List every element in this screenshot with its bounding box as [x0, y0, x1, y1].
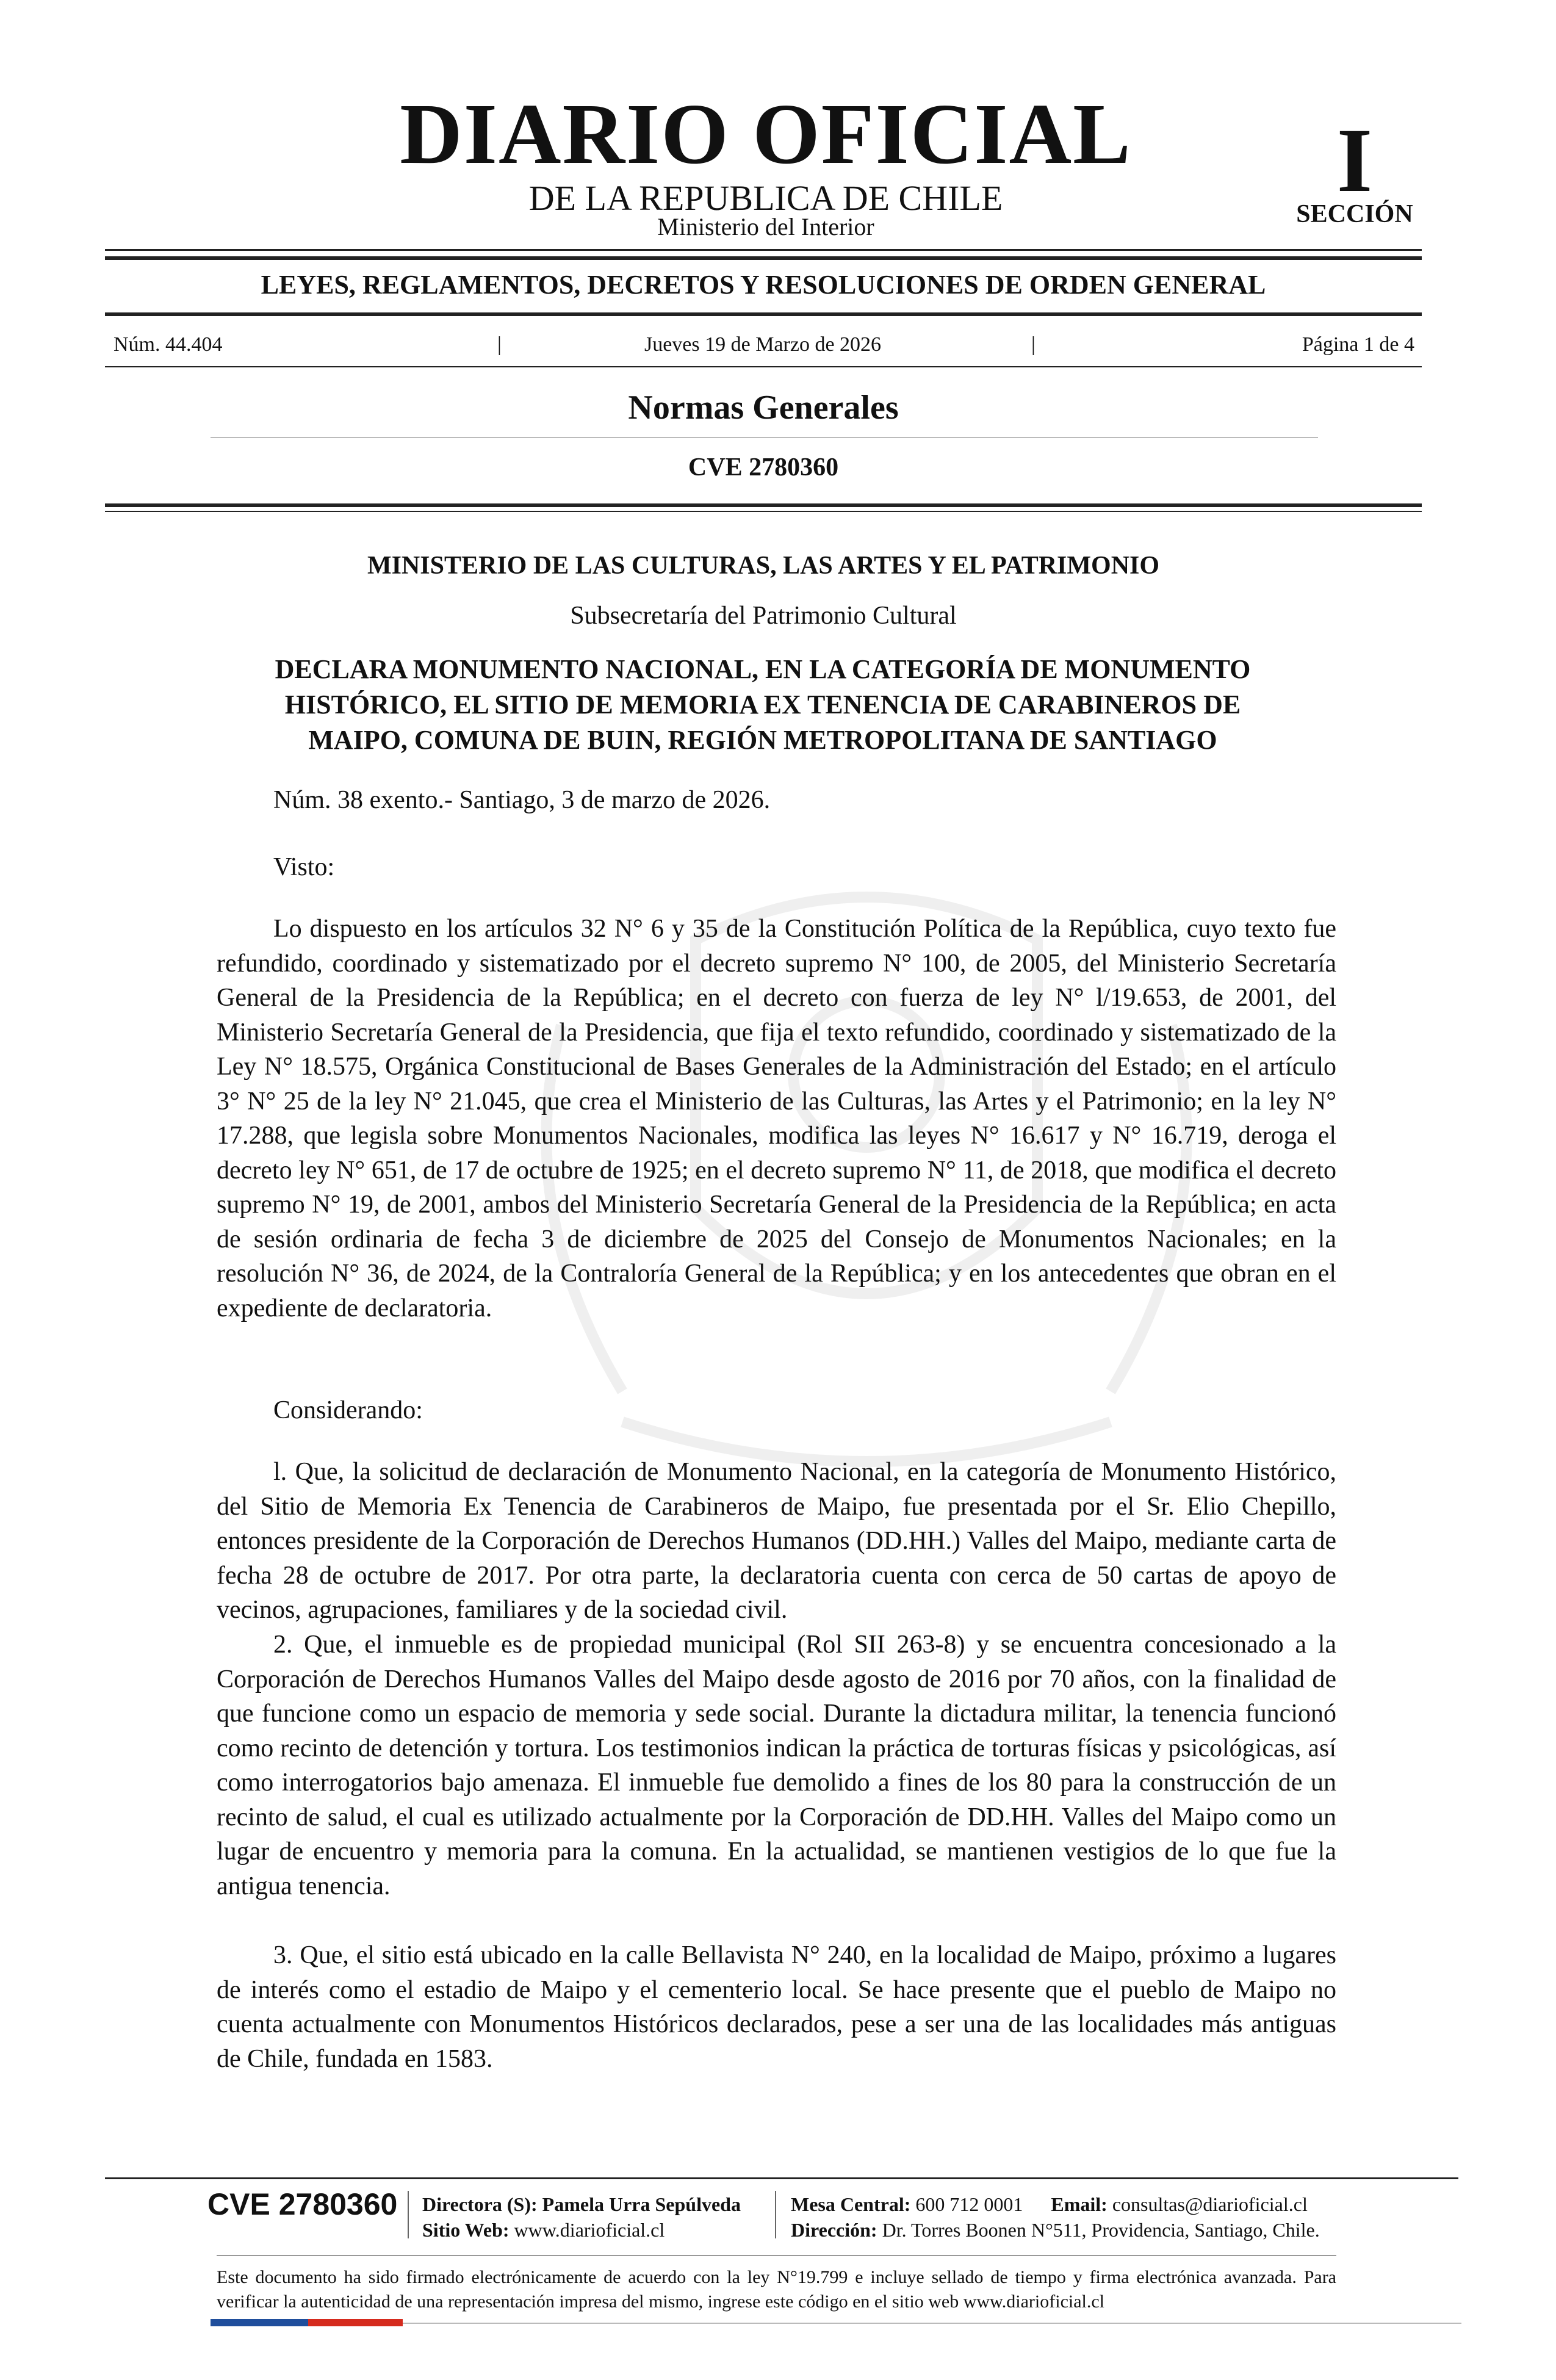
footer-sitio [422, 2220, 665, 2240]
mesa-label: Mesa Central: [791, 2193, 911, 2215]
visto-paragraph: Lo dispuesto en los artículos 32 N° 6 y 35 de la Constitución Política de la República, cuyo texto fue refundido, coordinado y sistematizado por el decreto supremo N° 100, de 2005, del Ministerio Secretaría General de la Presidencia de la República; en el decreto con fuerza de ley N° l/19.653, de 2001, del Ministerio Secretaría General de la Presidencia, que fija el texto refundido, coordinado y sistematizado de la Ley N° 18.575, Orgánica Constitucional de Bases Generales de la Administración del Estado; en el artículo 3° N° 25 de la ley N° 21.045, que crea el Ministerio de las Culturas, las Artes y el Patrimonio; en la ley N° 17.288, que legisla sobre Monumentos Nacionales, modifica las leyes N° 16.617 y N° 16.719, deroga el decreto ley N° 651, de 17 de octubre de 1925; en el decreto supremo N° 11, de 2018, que modifica el decreto supremo N° 19, de 2001, ambos del Ministerio Secretaría General de la Presidencia de la República; en acta de sesión ordinaria de fecha 3 de diciembre de 2025 del Consejo de Monumentos Nacionales; en la resolución N° 36, de 2024, de la Contraloría General de la República; y en los antecedentes que obran en el expediente de declaratoria. [217, 915, 1336, 1322]
header-rule-thick [105, 503, 1422, 507]
newspaper-title: DIARIO OFICIAL [400, 85, 1132, 182]
sitio-link[interactable]: www.diarioficial.cl [514, 2219, 665, 2241]
masthead-rule-top [105, 249, 1422, 251]
decree-line: Núm. 38 exento.- Santiago, 3 de marzo de 2026. [273, 786, 771, 814]
issue-date: Jueves 19 de Marzo de 2026 [644, 333, 882, 356]
legal-notice: Este documento ha sido firmado electrónicamente de acuerdo con la ley N°19.799 e incluye sellado de tiempo y firma electrónica avanzada. Para verificar la autenticidad de una representación impresa del mismo, ingrese este código en el sitio web www.diarioficial.cl [217, 2267, 1336, 2312]
footer-direccion [791, 2220, 1320, 2240]
section-label: SECCIÓN [1296, 200, 1413, 228]
issue-separator: | [1031, 333, 1036, 356]
direccion-label: Dirección: [791, 2219, 877, 2241]
cve-header: CVE 2780360 [688, 453, 839, 481]
declaration-title-line: HISTÓRICO, EL SITIO DE MEMORIA EX TENENCIA DE CARABINEROS DE [284, 690, 1241, 719]
flag-stripe-red [308, 2319, 403, 2326]
considerando-item: 2. Que, el inmueble es de propiedad municipal (Rol SII 263-8) y se encuentra concesionado a la Corporación de Derechos Humanos Valles del Maipo desde agosto de 2016 por 70 años, con la finalidad de que funcione como un espacio de memoria y sede social. Durante la dictadura militar, la tenencia funcionó como recinto de detención y tortura. Los testimonios indican la práctica de torturas físicas y psicológicas, así como interrogatorios bajo amenaza. El inmueble fue demolido a fines de los 80 para la construcción de un recinto de salud, el cual es utilizado actualmente por la Corporación de DD.HH. Valles del Maipo como un lugar de encuentro y memoria para la comuna. En la actualidad, se mantienen vestigios de lo que fue la antigua tenencia. [217, 1631, 1336, 1900]
newspaper-subtitle: DE LA REPUBLICA DE CHILE [528, 178, 1003, 218]
email-link[interactable]: consultas@diarioficial.cl [1112, 2193, 1308, 2215]
issue-rule [105, 366, 1422, 367]
header-rule-thin [105, 511, 1422, 512]
footer-divider [775, 2191, 776, 2238]
section-title: Normas Generales [628, 389, 899, 427]
section-number: I [1336, 110, 1373, 211]
flag-stripe-blue [211, 2319, 308, 2326]
mesa-value: 600 712 0001 [915, 2193, 1023, 2215]
directora-label: Directora (S): [422, 2193, 538, 2215]
footer-cve: CVE 2780360 [207, 2187, 398, 2221]
footer-mesa [791, 2194, 1308, 2214]
considerando-item: l. Que, la solicitud de declaración de Monumento Nacional, en la categoría de Monumento Histórico, del Sitio de Memoria Ex Tenencia de Carabineros de Maipo, fue presentada por el Sr. Elio Chepillo, entonces presidente de la Corporación de Derechos Humanos (DD.HH.) Valles del Maipo, mediante carta de fecha 28 de octubre de 2017. Por otra parte, la declaratoria cuenta con cerca de 50 cartas de apoyo de vecinos, agrupaciones, familiares y de la sociedad civil. [217, 1458, 1336, 1624]
ministry-label: Ministerio del Interior [657, 213, 874, 240]
visto-label: Visto: [273, 853, 335, 881]
footer-divider [408, 2191, 409, 2238]
declaration-title-line: DECLARA MONUMENTO NACIONAL, EN LA CATEGORÍA DE MONUMENTO [275, 654, 1251, 684]
declaration-title [183, 652, 1342, 758]
directora-name: Pamela Urra Sepúlveda [542, 2193, 741, 2215]
footer-directora [422, 2194, 741, 2214]
organization-heading: MINISTERIO DE LAS CULTURAS, LAS ARTES Y EL PATRIMONIO [367, 552, 1160, 580]
considerando-item: 3. Que, el sitio está ubicado en la calle Bellavista N° 240, en la localidad de Maipo, próximo a lugares de interés como el estadio de Maipo y el cementerio local. Se hace presente que el pueblo de Maipo no cuenta actualmente con Monumentos Históricos declarados, pese a ser una de las localidades más antiguas de Chile, fundada en 1583. [217, 1941, 1336, 2073]
issue-number: Núm. 44.404 [113, 333, 223, 356]
issue-separator: | [497, 333, 502, 356]
banner-rule [105, 312, 1422, 316]
footer-rule [105, 2177, 1458, 2179]
direccion-value: Dr. Torres Boonen N°511, Providencia, Santiago, Chile. [882, 2219, 1320, 2241]
email-label: Email: [1051, 2193, 1108, 2215]
subsecretaria-label: Subsecretaría del Patrimonio Cultural [570, 602, 957, 630]
page-count: Página 1 de 4 [1302, 333, 1414, 356]
sitio-label: Sitio Web: [422, 2219, 510, 2241]
banner-heading: LEYES, REGLAMENTOS, DECRETOS Y RESOLUCIONES DE ORDEN GENERAL [261, 270, 1266, 300]
masthead-rule-bottom [105, 256, 1422, 260]
section-divider [211, 437, 1318, 438]
declaration-title-line: MAIPO, COMUNA DE BUIN, REGIÓN METROPOLITANA DE SANTIAGO [308, 725, 1217, 755]
legal-rule [217, 2255, 1336, 2256]
considerando-label: Considerando: [273, 1396, 423, 1424]
